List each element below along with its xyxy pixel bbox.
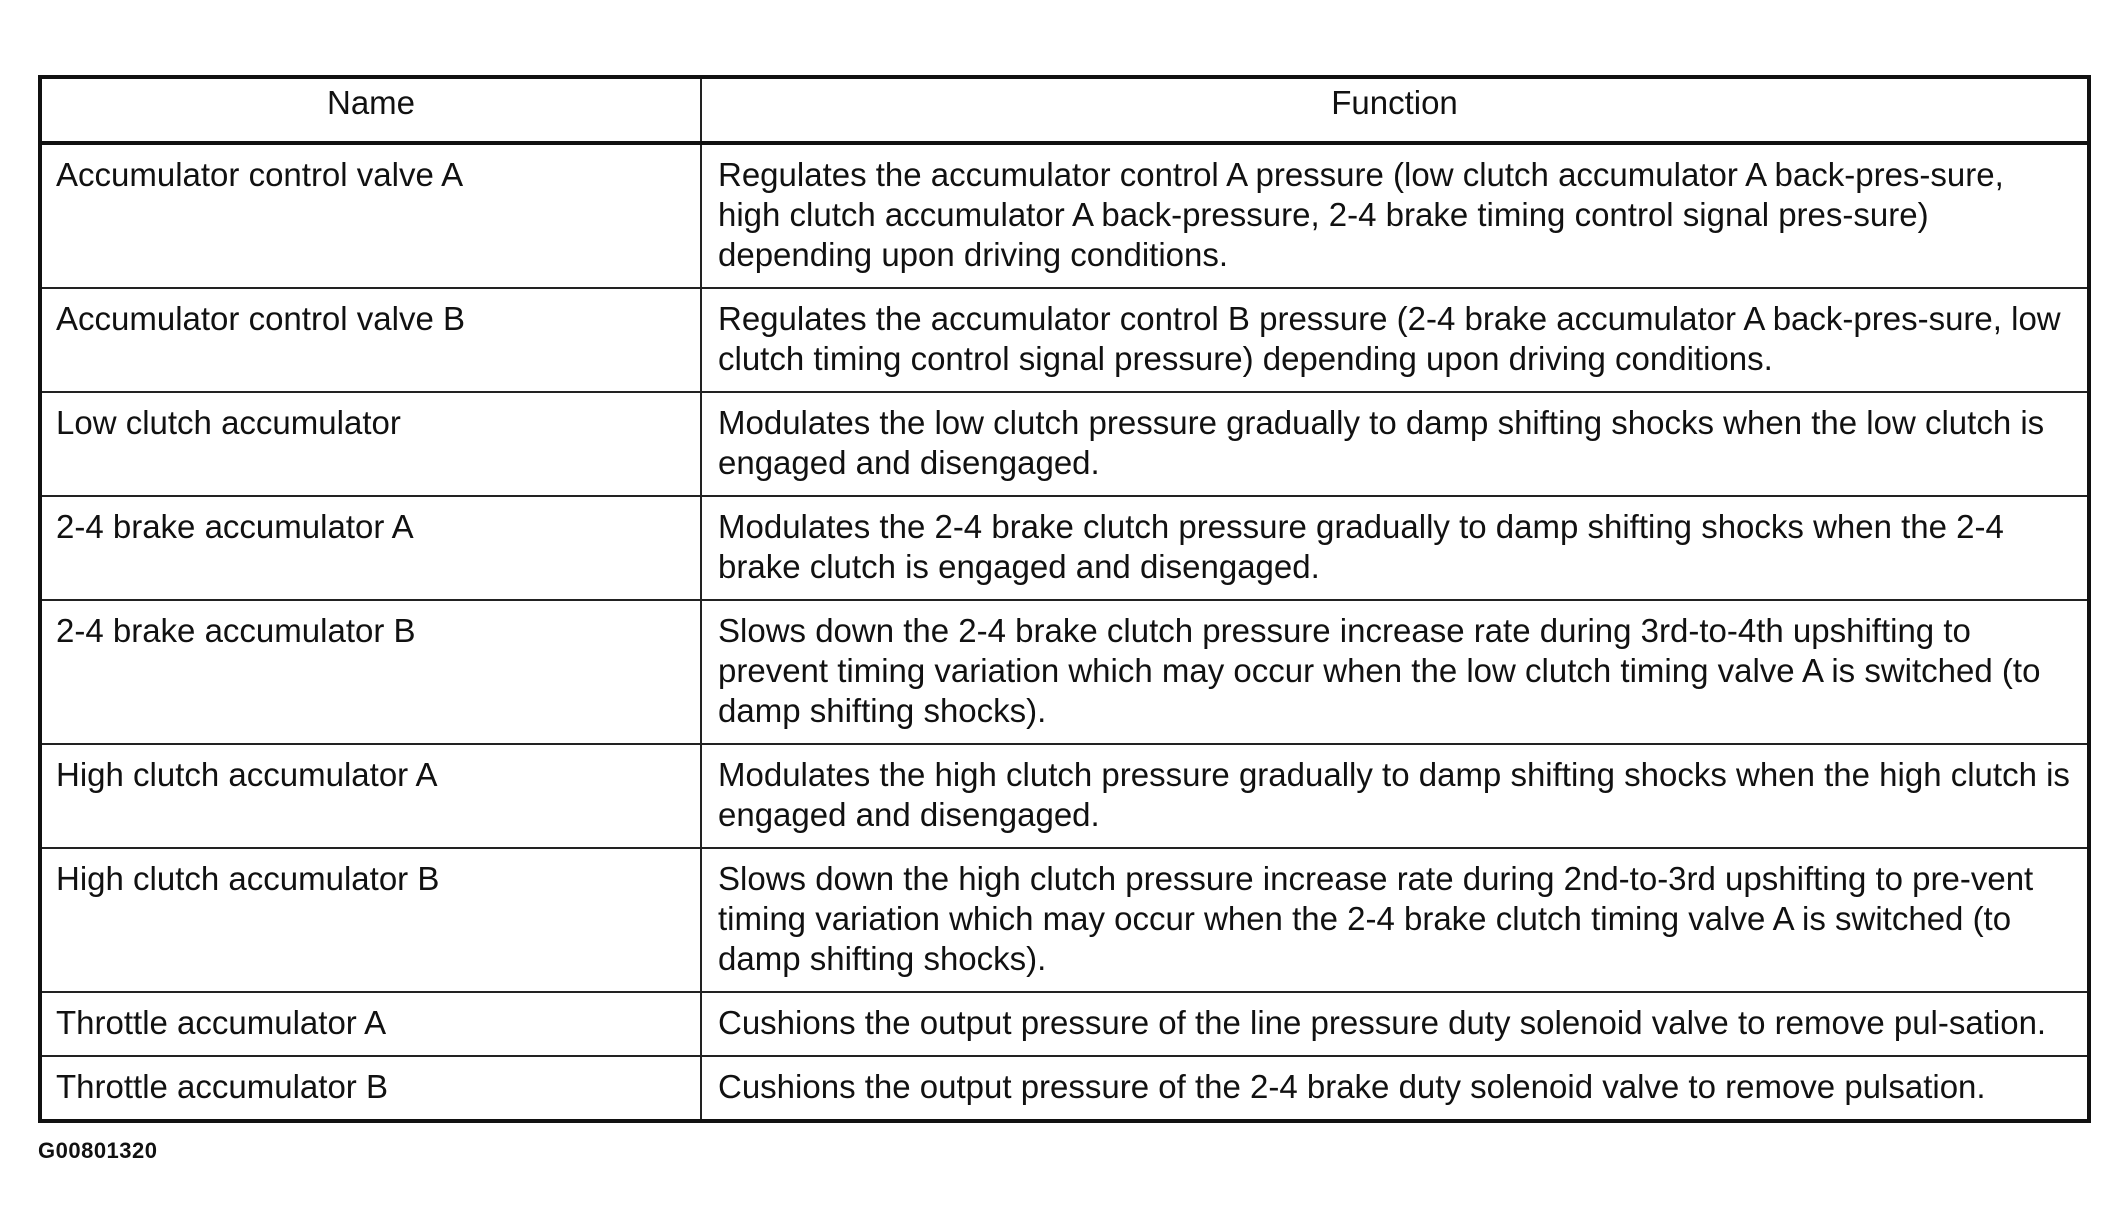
row-function-cell: Regulates the accumulator control A pressure (low clutch accumulator A back-pres-sure, high clutch accumulator A back-pressure, 2-4 brake timing control signal pres-sure) depending upon driving conditions. <box>701 143 2089 288</box>
row-name-cell: 2-4 brake accumulator B <box>40 600 701 744</box>
row-function-cell: Cushions the output pressure of the line pressure duty solenoid valve to remove pul-sation. <box>701 992 2089 1056</box>
row-function-cell: Slows down the high clutch pressure increase rate during 2nd-to-3rd upshifting to pre-vent timing variation which may occur when the 2-4 brake clutch timing valve A is switched (to damp shifting shocks). <box>701 848 2089 992</box>
table-row <box>40 992 2089 1056</box>
table-row <box>40 392 2089 496</box>
row-name-cell: High clutch accumulator B <box>40 848 701 992</box>
row-function-cell: Modulates the low clutch pressure gradually to damp shifting shocks when the low clutch is engaged and disengaged. <box>701 392 2089 496</box>
table-row <box>40 744 2089 848</box>
row-function-cell: Modulates the high clutch pressure gradually to damp shifting shocks when the high clutch is engaged and disengaged. <box>701 744 2089 848</box>
row-name-cell: Accumulator control valve A <box>40 143 701 288</box>
table-row <box>40 288 2089 392</box>
table-body <box>40 143 2089 1121</box>
row-name-cell: Accumulator control valve B <box>40 288 701 392</box>
header-name: Name <box>40 77 701 143</box>
header-function: Function <box>701 77 2089 143</box>
document-sheet <box>38 75 2091 1123</box>
row-function-cell: Slows down the 2-4 brake clutch pressure increase rate during 3rd-to-4th upshifting to prevent timing variation which may occur when the low clutch timing valve A is switched (to damp shifting shocks). <box>701 600 2089 744</box>
table-row <box>40 143 2089 288</box>
accumulator-function-table <box>38 75 2091 1123</box>
row-name-cell: Throttle accumulator A <box>40 992 701 1056</box>
table-row <box>40 600 2089 744</box>
row-name-cell: Throttle accumulator B <box>40 1056 701 1121</box>
row-name-cell: High clutch accumulator A <box>40 744 701 848</box>
figure-id-label: G00801320 <box>38 1138 158 1163</box>
table-row <box>40 848 2089 992</box>
header-row <box>40 77 2089 143</box>
table-header <box>40 77 2089 143</box>
row-name-cell: Low clutch accumulator <box>40 392 701 496</box>
row-function-cell: Cushions the output pressure of the 2-4 brake duty solenoid valve to remove pulsation. <box>701 1056 2089 1121</box>
row-function-cell: Regulates the accumulator control B pressure (2-4 brake accumulator A back-pres-sure, low clutch timing control signal pressure) depending upon driving conditions. <box>701 288 2089 392</box>
table-row <box>40 496 2089 600</box>
table-row <box>40 1056 2089 1121</box>
row-name-cell: 2-4 brake accumulator A <box>40 496 701 600</box>
row-function-cell: Modulates the 2-4 brake clutch pressure gradually to damp shifting shocks when the 2-4 brake clutch is engaged and disengaged. <box>701 496 2089 600</box>
